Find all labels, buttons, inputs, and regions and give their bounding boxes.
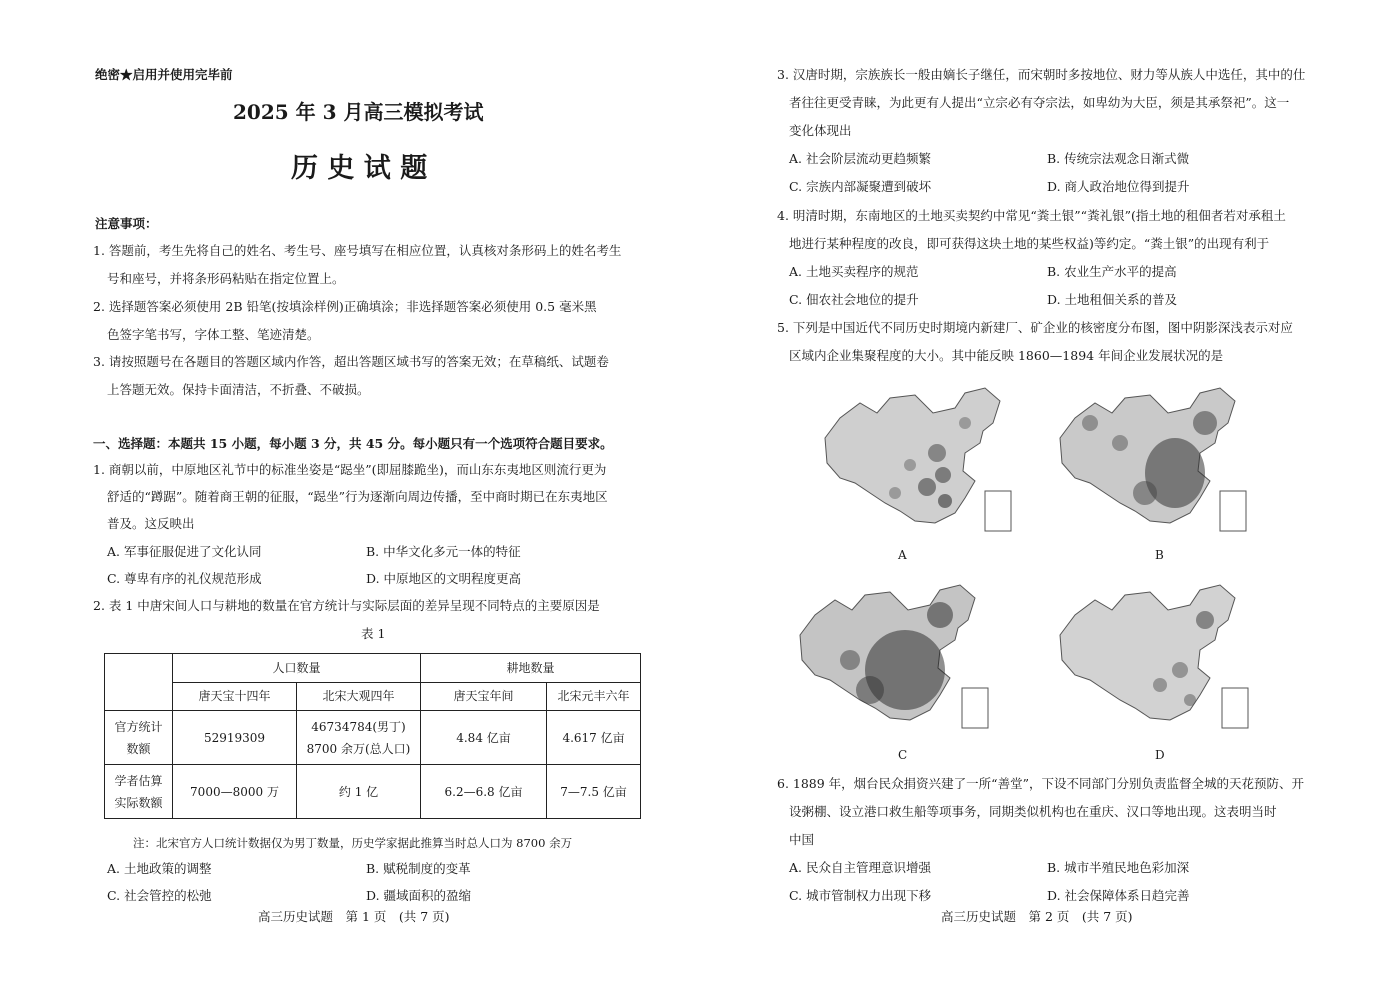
population-land-table xyxy=(104,653,641,819)
q5-line-1: 5. 下列是中国近代不同历史时期境内新建厂、矿企业的核密度分布图，图中阴影深浅表示对应 xyxy=(777,320,1293,335)
q4-option-c: C. 佃农社会地位的提升 xyxy=(789,292,919,307)
table-cell: 4.617 亿亩 xyxy=(547,711,641,765)
q1-option-d: D. 中原地区的文明程度更高 xyxy=(366,571,522,586)
table-cell-line-1: 46734784(男丁) xyxy=(311,719,406,734)
notice-item-1-line-2: 号和座号，并将条形码粘贴在指定位置上。 xyxy=(107,271,345,286)
section-heading: 一、选择题：本题共 15 小题，每小题 3 分，共 45 分。每小题只有一个选项符合题目要求。 xyxy=(93,436,613,451)
q2-stem: 2. 表 1 中唐宋间人口与耕地的数量在官方统计与实际层面的差异呈现不同特点的主要原因是 xyxy=(93,598,600,613)
table-note: 注：北宋官方人口统计数据仅为男丁数量，历史学家据此推算当时总人口为 8700 余万 xyxy=(133,836,573,850)
q6-option-d: D. 社会保障体系日趋完善 xyxy=(1047,888,1190,903)
q1-line-1: 1. 商朝以前，中原地区礼节中的标准坐姿是“跽坐”(即屈膝跪坐)，而山东东夷地区则流行更为 xyxy=(93,462,607,477)
q3-option-a: A. 社会阶层流动更趋频繁 xyxy=(789,151,931,166)
table-cell: 6.2—6.8 亿亩 xyxy=(421,765,547,819)
table-caption: 表 1 xyxy=(361,626,386,641)
row-label-line-2: 实际数额 xyxy=(114,795,163,810)
map-label-b: B xyxy=(1155,548,1164,562)
table-cell: 7000—8000 万 xyxy=(173,765,297,819)
table-sub-header: 唐天宝年间 xyxy=(421,682,547,711)
table-group-header: 耕地数量 xyxy=(421,654,641,683)
page-1-footer: 高三历史试题 第 1 页 (共 7 页) xyxy=(258,909,450,924)
table-row xyxy=(105,765,641,819)
q1-option-c: C. 尊卑有序的礼仪规范形成 xyxy=(107,571,262,586)
density-map-a xyxy=(815,383,1025,543)
q4-option-d: D. 土地租佃关系的普及 xyxy=(1047,292,1178,307)
row-label-line-1: 官方统计 xyxy=(114,719,163,734)
table-row-label xyxy=(105,765,173,819)
table-cell: 4.84 亿亩 xyxy=(421,711,547,765)
table-sub-header: 唐天宝十四年 xyxy=(173,682,297,711)
subject-title: 历 史 试 题 xyxy=(291,153,428,184)
table-cell: 7—7.5 亿亩 xyxy=(547,765,641,819)
q3-line-2: 者往往更受青睐，为此更有人提出“立宗必有夺宗法，如卑幼为大臣，须是其承祭祀”。这一 xyxy=(789,95,1290,110)
table-header-row xyxy=(105,654,641,683)
q6-line-3: 中国 xyxy=(789,832,815,847)
q4-option-b: B. 农业生产水平的提高 xyxy=(1047,264,1177,279)
map-label-c: C xyxy=(898,748,908,762)
density-map-d xyxy=(1050,580,1260,740)
q5-line-2: 区域内企业集聚程度的大小。其中能反映 1860—1894 年间企业发展状况的是 xyxy=(789,348,1224,363)
table-row-label xyxy=(105,711,173,765)
q3-option-c: C. 宗族内部凝聚遭到破坏 xyxy=(789,179,932,194)
page-2-footer: 高三历史试题 第 2 页 (共 7 页) xyxy=(941,909,1133,924)
table-row xyxy=(105,711,641,765)
q3-line-1: 3. 汉唐时期，宗族族长一般由嫡长子继任，而宋朝时多按地位、财力等从族人中选任，其中的仕 xyxy=(777,67,1306,82)
q1-option-b: B. 中华文化多元一体的特征 xyxy=(366,544,521,559)
table-cell: 52919309 xyxy=(173,711,297,765)
q3-option-b: B. 传统宗法观念日渐式微 xyxy=(1047,151,1190,166)
q6-option-b: B. 城市半殖民地色彩加深 xyxy=(1047,860,1190,875)
density-map-c xyxy=(790,580,1000,740)
q3-line-3: 变化体现出 xyxy=(789,123,852,138)
table-cell: 约 1 亿 xyxy=(297,765,421,819)
table-sub-header: 北宋大观四年 xyxy=(297,682,421,711)
table-sub-header: 北宋元丰六年 xyxy=(547,682,641,711)
q1-line-3: 普及。这反映出 xyxy=(107,516,195,531)
q1-option-a: A. 军事征服促进了文化认同 xyxy=(107,544,262,559)
map-label-a: A xyxy=(898,548,907,562)
table-cell xyxy=(297,711,421,765)
q2-option-c: C. 社会管控的松弛 xyxy=(107,888,212,903)
notice-item-3-line-2: 上答题无效。保持卡面清洁，不折叠、不破损。 xyxy=(107,382,370,397)
q6-line-2: 设粥棚、设立港口救生船等项事务，同期类似机构也在重庆、汉口等地出现。这表明当时 xyxy=(789,804,1277,819)
q2-option-b: B. 赋税制度的变革 xyxy=(366,861,471,876)
q3-option-d: D. 商人政治地位得到提升 xyxy=(1047,179,1190,194)
table-subheader-row xyxy=(105,682,641,711)
secret-label: 绝密★启用并使用完毕前 xyxy=(95,67,233,82)
q2-option-d: D. 疆域面积的盈缩 xyxy=(366,888,472,903)
q6-option-c: C. 城市管制权力出现下移 xyxy=(789,888,932,903)
q6-line-1: 6. 1889 年，烟台民众捐资兴建了一所“善堂”，下设不同部门分别负责监督全城的天花预防、开 xyxy=(777,776,1304,791)
q6-option-a: A. 民众自主管理意识增强 xyxy=(789,860,931,875)
map-label-d: D xyxy=(1155,748,1165,762)
row-label-line-1: 学者估算 xyxy=(114,773,163,788)
notice-item-2-line-2: 色签字笔书写，字体工整、笔迹清楚。 xyxy=(107,327,320,342)
table-corner-cell xyxy=(105,654,173,711)
table-group-header: 人口数量 xyxy=(173,654,421,683)
q4-line-2: 地进行某种程度的改良，即可获得这块土地的某些权益)等约定。“粪土银”的出现有利于 xyxy=(789,236,1270,251)
q4-option-a: A. 土地买卖程序的规范 xyxy=(789,264,919,279)
q2-option-a: A. 土地政策的调整 xyxy=(107,861,212,876)
q1-line-2: 舒适的“蹲踞”。随着商王朝的征服，“跽坐”行为逐渐向周边传播，至中商时期已在东夷地区 xyxy=(107,489,608,504)
notice-heading: 注意事项： xyxy=(95,216,158,231)
table-cell-line-2: 8700 余万(总人口) xyxy=(306,741,411,756)
notice-item-2-line-1: 2. 选择题答案必须使用 2B 铅笔(按填涂样例)正确填涂；非选择题答案必须使用 0.5 毫米黑 xyxy=(93,299,597,314)
notice-item-1-line-1: 1. 答题前，考生先将自己的姓名、考生号、座号填写在相应位置，认真核对条形码上的姓名考生 xyxy=(93,243,622,258)
row-label-line-2: 数额 xyxy=(126,741,151,756)
exam-title: 2025 年 3 月高三模拟考试 xyxy=(233,100,484,124)
q4-line-1: 4. 明清时期，东南地区的土地买卖契约中常见“粪土银”“粪礼银”(指土地的租佃者若对承租土 xyxy=(777,208,1286,223)
notice-item-3-line-1: 3. 请按照题号在各题目的答题区域内作答，超出答题区域书写的答案无效；在草稿纸、试题卷 xyxy=(93,354,609,369)
density-map-b xyxy=(1050,383,1260,543)
